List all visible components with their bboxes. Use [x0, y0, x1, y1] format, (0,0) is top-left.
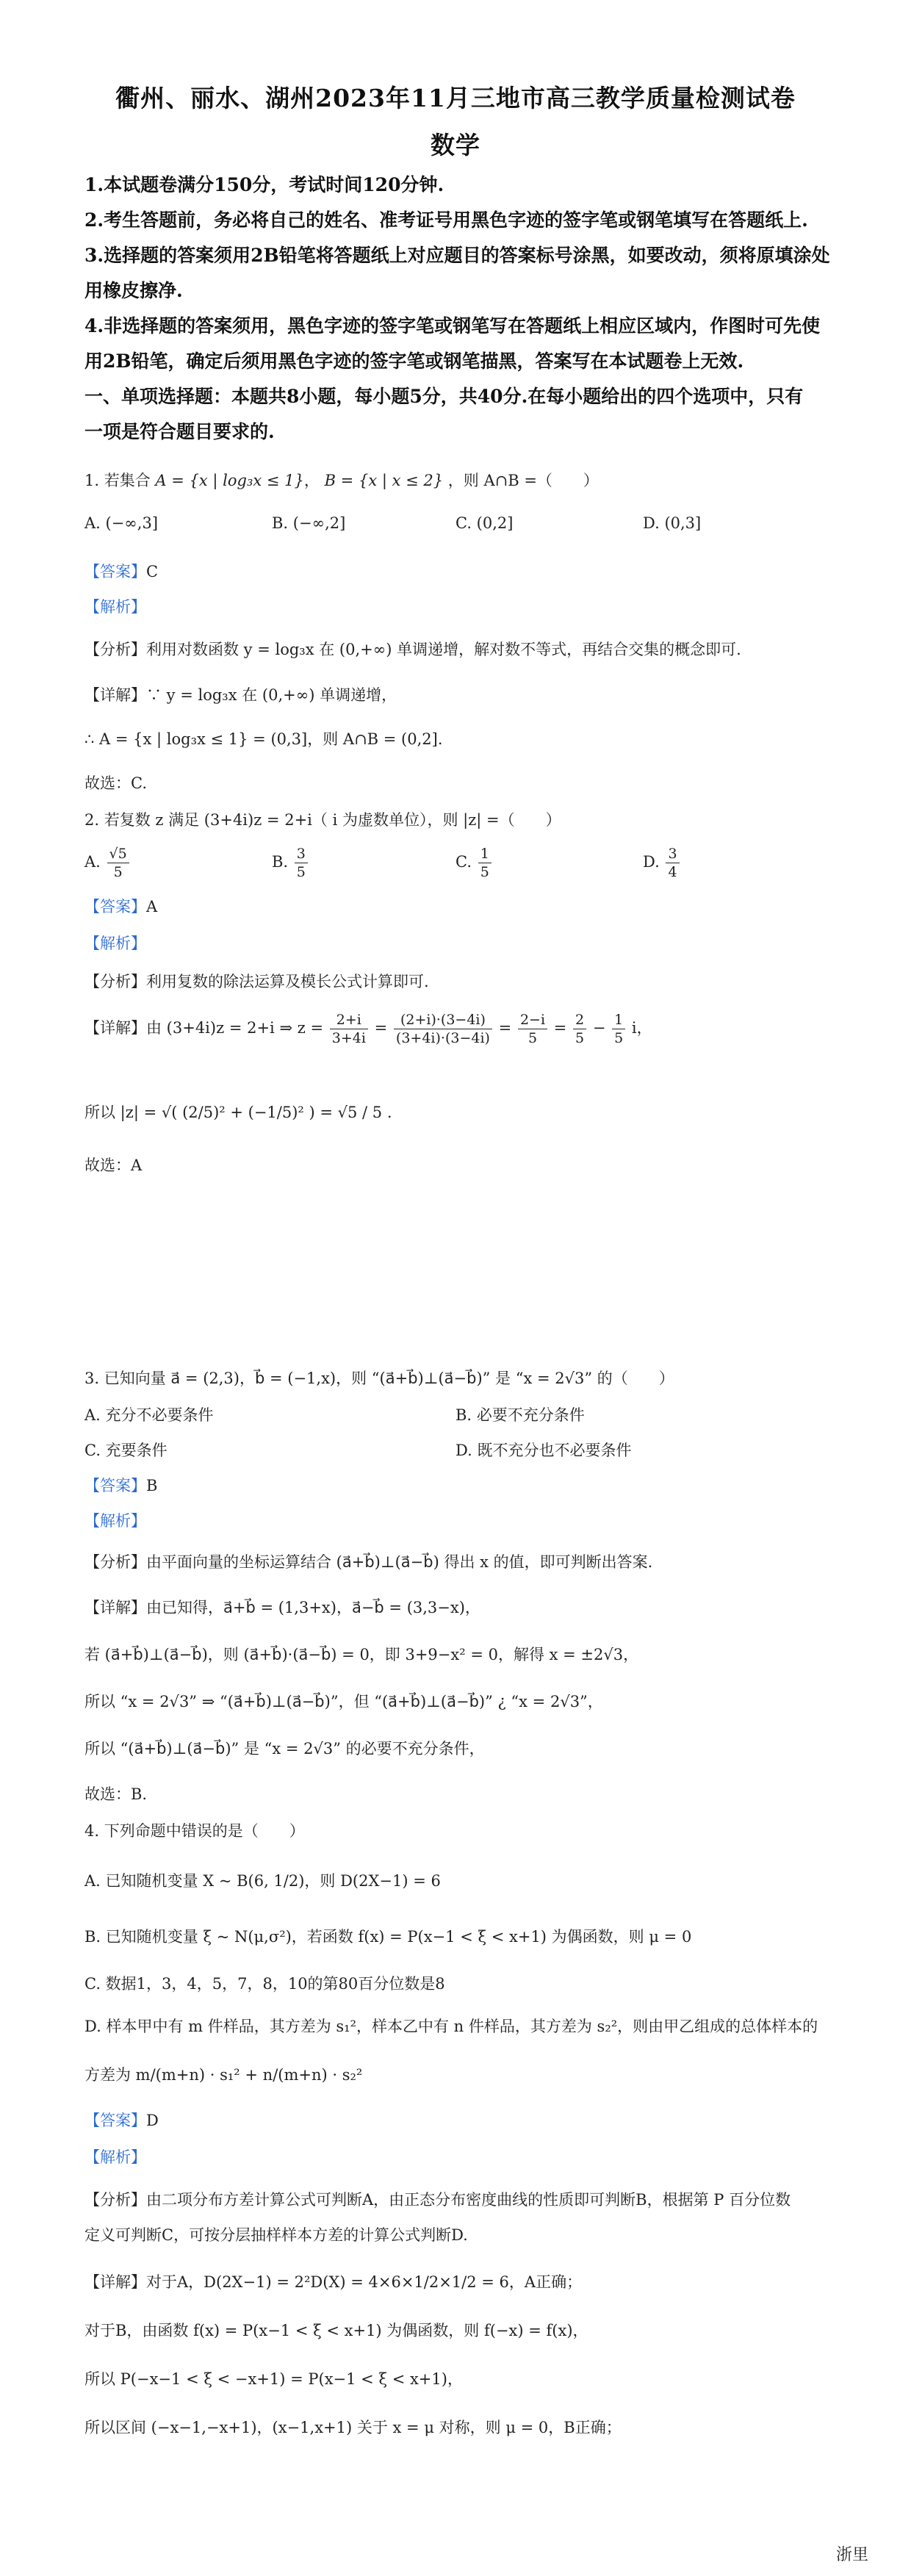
q3-detail: 【详解】由已知得，a⃗+b⃗ = (1,3+x)，a⃗−b⃗ = (3,3−x)， — [84, 1599, 480, 1616]
notice-line: 4.非选择题的答案须用，黑色字迹的签字笔或钢笔写在答题纸上相应区域内，作图时可先使 — [84, 315, 821, 337]
q2-detail: 【详解】由 (3+4i)z = 2+i ⇒ z = $\frac{2+i}{3+4i}$ = $\frac{(2+i)\cdot(3-4i)}{(3+4i)\cdot(3-4i)}$ = $\frac{2-i}{5}$ = $\frac{2}{5}$ − $\frac{1}{5}$ i， — [84, 1012, 652, 1046]
q1-option-b: B. (−∞,2] — [272, 514, 346, 532]
q1-option-c: C. (0,2] — [455, 514, 514, 532]
q3-detail: 所以 “(a⃗+b⃗)⊥(a⃗−b⃗)” 是 “x = 2√3” 的必要不充分条件， — [84, 1740, 485, 1757]
q4-answer: 【答案】D — [84, 2112, 159, 2129]
notice-line: 1.本试题卷满分150分，考试时间120分钟. — [84, 174, 444, 195]
q4-detail: 所以区间 (−x−1,−x+1)，(x−1,x+1) 关于 x = μ 对称，则 μ = 0，B正确； — [84, 2419, 622, 2436]
q1-choose: 故选：C. — [84, 774, 147, 792]
question-4-stem: 4. 下列命题中错误的是（ ） — [84, 1822, 305, 1840]
q1-option-d: D. (0,3] — [643, 514, 702, 532]
q3-option-d: D. 既不充分也不必要条件 — [455, 1442, 632, 1459]
q3-detail: 若 (a⃗+b⃗)⊥(a⃗−b⃗)，则 (a⃗+b⃗)·(a⃗−b⃗) = 0，即 3+9−x² = 0，解得 x = ±2√3， — [84, 1646, 639, 1663]
q3-answer: 【答案】B — [84, 1477, 158, 1494]
notice-line: 用2B铅笔，确定后须用黑色字迹的签字笔或钢笔描黑，答案写在本试题卷上无效. — [84, 350, 744, 372]
q1-answer: 【答案】C — [84, 563, 159, 580]
q3-analysis-tag: 【解析】 — [84, 1512, 146, 1530]
q2-analysis-tag: 【解析】 — [84, 935, 146, 952]
q2-choose: 故选：A — [84, 1156, 143, 1174]
q4-option-d: D. 样本甲中有 m 件样品，其方差为 s₁²，样本乙中有 n 件样品，其方差为 s₂²，则由甲乙组成的总体样本的 — [84, 2018, 818, 2035]
question-2-stem: 2. 若复数 z 满足 (3+4i)z = 2+i（ i 为虚数单位），则 |z| =（ ） — [84, 811, 561, 829]
notice-line: 2.考生答题前，务必将自己的姓名、准考证号用黑色字迹的签字笔或钢笔填写在答题纸上. — [84, 209, 808, 231]
q4-analysis-tag: 【解析】 — [84, 2148, 146, 2166]
q4-fenxi: 【分析】由二项分布方差计算公式可判断A，由正态分布密度曲线的性质即可判断B，根据第 P 百分位数 — [84, 2191, 791, 2209]
q1-analysis-tag: 【解析】 — [84, 598, 146, 616]
q4-detail: 对于B，由函数 f(x) = P(x−1 < ξ < x+1) 为偶函数，则 f(−x) = f(x)， — [84, 2322, 588, 2339]
section-heading: 一、单项选择题：本题共8小题，每小题5分，共40分.在每小题给出的四个选项中，只有 — [84, 386, 804, 407]
q4-option-b: B. 已知随机变量 ξ ~ N(μ,σ²)，若函数 f(x) = P(x−1 < ξ < x+1) 为偶函数，则 μ = 0 — [84, 1928, 692, 1946]
question-1-stem: 1. 若集合 A = {x | log₃x ≤ 1}， B = {x | x ≤ 2} ，则 A∩B =（ ） — [84, 472, 599, 489]
question-3-stem: 3. 已知向量 a⃗ = (2,3)，b⃗ = (−1,x)，则 “(a⃗+b⃗)⊥(a⃗−b⃗)” 是 “x = 2√3” 的（ ） — [84, 1370, 674, 1387]
notice-line: 用橡皮擦净. — [84, 280, 183, 301]
q3-fenxi: 【分析】由平面向量的坐标运算结合 (a⃗+b⃗)⊥(a⃗−b⃗) 得出 x 的值，即可判断出答案. — [84, 1553, 653, 1571]
section-heading: 一项是符合题目要求的. — [84, 421, 275, 442]
q1-option-a: A. (−∞,3] — [84, 514, 159, 532]
q2-option-b: B. $\frac{3}{5}$ — [272, 845, 309, 881]
q4-detail: 所以 P(−x−1 < ξ < −x+1) = P(x−1 < ξ < x+1)， — [84, 2370, 463, 2388]
q1-fenxi: 【分析】利用对数函数 y = log₃x 在 (0,+∞) 单调递增，解对数不等式，再结合交集的概念即可. — [84, 641, 741, 658]
q2-option-c: C. $\frac{1}{5}$ — [455, 845, 493, 881]
q3-option-c: C. 充要条件 — [84, 1442, 168, 1459]
notice-line: 3.选择题的答案须用2B铅笔将答题纸上对应题目的答案标号涂黑，如要改动，须将原填涂处 — [84, 245, 830, 266]
q2-option-a: A. $\frac{√5}{5}$ — [84, 845, 131, 881]
q3-option-b: B. 必要不充分条件 — [455, 1406, 585, 1424]
footer-watermark: 浙里 — [835, 2546, 868, 2564]
q4-fenxi-cont: 定义可判断C，可按分层抽样样本方差的计算公式判断D. — [84, 2226, 468, 2244]
q2-fenxi: 【分析】利用复数的除法运算及模长公式计算即可. — [84, 973, 429, 990]
page-title: 衢州、丽水、湖州2023年11月三地市高三教学质量检测试卷 — [115, 84, 796, 112]
q1-detail: 【详解】∵ y = log₃x 在 (0,+∞) 单调递增， — [84, 686, 397, 704]
q4-option-d-cont: 方差为 m/(m+n) · s₁² + n/(m+n) · s₂² — [84, 2066, 363, 2084]
page-subtitle: 数学 — [431, 131, 480, 159]
q3-detail: 所以 “x = 2√3” ⇒ “(a⃗+b⃗)⊥(a⃗−b⃗)”，但 “(a⃗+b⃗)⊥(a⃗−b⃗)” ¿ “x = 2√3”， — [84, 1693, 603, 1710]
q4-detail: 【详解】对于A，D(2X−1) = 2²D(X) = 4×6×1/2×1/2 = 6，A正确； — [84, 2273, 583, 2291]
q3-option-a: A. 充分不必要条件 — [84, 1406, 214, 1424]
q2-answer: 【答案】A — [84, 898, 158, 915]
q3-choose: 故选：B. — [84, 1785, 148, 1803]
q4-option-c: C. 数据1，3，4，5，7，8，10的第80百分位数是8 — [84, 1975, 445, 1993]
q2-option-d: D. $\frac{3}{4}$ — [643, 845, 681, 881]
q4-option-a: A. 已知随机变量 X ~ B(6, 1/2)，则 D(2X−1) = 6 — [84, 1872, 441, 1890]
q2-modulus: 所以 |z| = √( (2/5)² + (−1/5)² ) = √5 / 5 . — [84, 1104, 392, 1121]
q1-detail: ∴ A = {x | log₃x ≤ 1} = (0,3]，则 A∩B = (0,2]. — [84, 730, 443, 748]
